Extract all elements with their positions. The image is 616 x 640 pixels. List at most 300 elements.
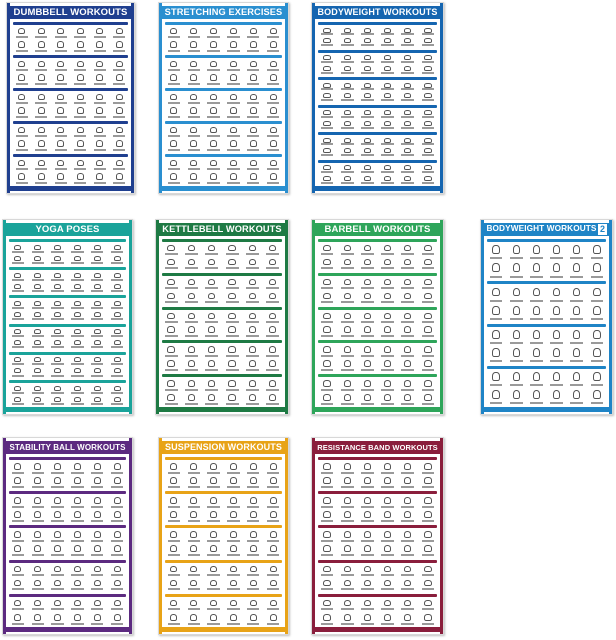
exercise-illustration	[29, 530, 47, 542]
exercise-illustration	[358, 148, 376, 157]
exercise-illustration	[185, 599, 203, 611]
exercise-illustration	[69, 496, 87, 508]
exercise-illustration	[72, 159, 90, 171]
exercise-illustration	[399, 393, 417, 405]
exercise-illustration	[165, 140, 183, 152]
exercise-illustration	[358, 38, 376, 47]
exercise-illustration	[358, 110, 376, 119]
exercise-illustration	[318, 244, 336, 256]
poster-banner	[315, 223, 440, 236]
exercise-section	[487, 366, 606, 405]
exercise-illustration	[72, 93, 90, 105]
exercise-tiles	[162, 345, 282, 371]
exercise-illustration	[182, 312, 200, 324]
exercise-section	[318, 525, 437, 556]
exercise-illustration	[69, 613, 87, 625]
exercise-illustration	[358, 292, 376, 304]
exercise-illustration	[33, 173, 51, 185]
exercise-section	[162, 273, 282, 304]
exercise-illustration	[244, 107, 262, 119]
exercise-illustration	[52, 27, 70, 39]
exercise-illustration	[185, 173, 203, 185]
poster-dumbbell-workouts[interactable]	[6, 2, 135, 194]
exercise-illustration	[165, 476, 183, 488]
section-bar	[162, 273, 282, 276]
exercise-tiles	[318, 55, 437, 75]
exercise-illustration	[9, 329, 27, 338]
exercise-illustration	[378, 599, 396, 611]
exercise-illustration	[547, 329, 565, 345]
exercise-illustration	[399, 38, 417, 47]
exercise-illustration	[318, 120, 336, 129]
exercise-illustration	[185, 496, 203, 508]
poster-title: STRETCHING EXERCISES	[164, 6, 283, 17]
section-bar	[165, 560, 282, 563]
poster-yoga-poses[interactable]	[2, 219, 133, 415]
exercise-illustration	[108, 368, 126, 377]
exercise-illustration	[88, 579, 106, 591]
exercise-illustration	[225, 579, 243, 591]
exercise-illustration	[399, 496, 417, 508]
exercise-tiles	[318, 462, 437, 488]
poster-edge	[285, 220, 288, 414]
exercise-illustration	[338, 38, 356, 47]
poster-title: DUMBBELL WORKOUTS	[13, 6, 128, 18]
exercise-illustration	[49, 244, 67, 253]
section-bar	[162, 374, 282, 377]
exercise-illustration	[205, 159, 223, 171]
exercise-illustration	[338, 565, 356, 577]
exercise-illustration	[88, 476, 106, 488]
exercise-illustration	[378, 258, 396, 270]
exercise-illustration	[52, 41, 70, 53]
exercise-illustration	[182, 325, 200, 337]
section-bar	[318, 594, 437, 597]
section-bar	[318, 307, 437, 310]
exercise-illustration	[399, 565, 417, 577]
exercise-illustration	[588, 329, 606, 345]
exercise-illustration	[108, 385, 126, 394]
exercise-illustration	[223, 345, 241, 357]
exercise-illustration	[108, 613, 126, 625]
exercise-illustration	[243, 379, 261, 391]
exercise-illustration	[487, 371, 505, 387]
poster-kettlebell-workouts[interactable]	[155, 219, 289, 415]
exercise-illustration	[162, 393, 180, 405]
section-bar	[9, 491, 126, 494]
exercise-illustration	[91, 27, 109, 39]
section-bar	[318, 77, 437, 80]
exercise-illustration	[399, 379, 417, 391]
exercise-illustration	[378, 65, 396, 74]
exercise-tiles	[165, 530, 282, 556]
poster-edge	[481, 220, 484, 414]
exercise-section	[318, 273, 437, 304]
section-bar	[165, 594, 282, 597]
exercise-illustration	[264, 462, 282, 474]
section-bar	[9, 457, 126, 460]
exercise-illustration	[244, 613, 262, 625]
exercise-illustration	[108, 244, 126, 253]
exercise-section	[9, 457, 126, 488]
exercise-illustration	[33, 140, 51, 152]
exercise-illustration	[182, 345, 200, 357]
section-bar	[9, 239, 126, 242]
exercise-illustration	[72, 27, 90, 39]
exercise-illustration	[72, 173, 90, 185]
exercise-illustration	[338, 258, 356, 270]
exercise-tiles	[165, 565, 282, 591]
exercise-illustration	[378, 379, 396, 391]
exercise-illustration	[419, 244, 437, 256]
exercise-illustration	[88, 396, 106, 405]
exercise-illustration	[264, 393, 282, 405]
exercise-section	[165, 55, 282, 85]
exercise-illustration	[29, 283, 47, 292]
exercise-illustration	[547, 371, 565, 387]
exercise-illustration	[49, 545, 67, 557]
exercise-illustration	[13, 159, 31, 171]
section-bar	[487, 366, 606, 369]
exercise-illustration	[165, 173, 183, 185]
exercise-illustration	[205, 599, 223, 611]
section-bar	[9, 295, 126, 298]
poster-resistance-band-workouts[interactable]	[311, 437, 444, 635]
exercise-tiles	[9, 300, 126, 320]
exercise-illustration	[399, 55, 417, 64]
section-bar	[487, 239, 606, 242]
exercise-illustration	[338, 27, 356, 36]
exercise-illustration	[52, 60, 70, 72]
exercise-illustration	[223, 244, 241, 256]
poster-bodyweight-workouts-2[interactable]	[480, 219, 613, 415]
exercise-illustration	[49, 340, 67, 349]
exercise-illustration	[205, 41, 223, 53]
poster-title: SUSPENSION WORKOUTS	[165, 442, 282, 452]
poster-barbell-workouts[interactable]	[311, 219, 444, 415]
exercise-illustration	[338, 476, 356, 488]
exercise-section	[318, 22, 437, 47]
section-bar	[165, 88, 282, 91]
exercise-illustration	[108, 579, 126, 591]
exercise-illustration	[29, 613, 47, 625]
exercise-illustration	[111, 93, 129, 105]
exercise-illustration	[338, 393, 356, 405]
exercise-illustration	[419, 545, 437, 557]
exercise-illustration	[49, 599, 67, 611]
exercise-illustration	[182, 292, 200, 304]
exercise-illustration	[185, 159, 203, 171]
exercise-section	[13, 55, 128, 85]
exercise-illustration	[378, 27, 396, 36]
exercise-illustration	[33, 60, 51, 72]
exercise-section	[165, 22, 282, 52]
poster-footer	[159, 407, 285, 412]
exercise-illustration	[49, 272, 67, 281]
poster-bodyweight-workouts[interactable]	[311, 2, 444, 194]
exercise-illustration	[91, 173, 109, 185]
exercise-illustration	[399, 110, 417, 119]
exercise-illustration	[264, 312, 282, 324]
exercise-illustration	[264, 510, 282, 522]
exercise-illustration	[507, 347, 525, 363]
exercise-illustration	[165, 126, 183, 138]
exercise-illustration	[88, 300, 106, 309]
exercise-section	[318, 374, 437, 405]
exercise-illustration	[29, 329, 47, 338]
exercise-illustration	[399, 93, 417, 102]
exercise-illustration	[264, 27, 282, 39]
exercise-tiles	[162, 244, 282, 270]
exercise-illustration	[487, 389, 505, 405]
poster-suspension-workouts[interactable]	[158, 437, 289, 635]
exercise-section	[318, 560, 437, 591]
exercise-illustration	[568, 347, 586, 363]
exercise-tiles	[318, 278, 437, 304]
exercise-illustration	[162, 278, 180, 290]
exercise-illustration	[358, 82, 376, 91]
exercise-illustration	[185, 74, 203, 86]
exercise-tiles	[165, 159, 282, 184]
poster-edge	[285, 438, 288, 634]
exercise-illustration	[264, 244, 282, 256]
exercise-illustration	[338, 148, 356, 157]
exercise-illustration	[69, 357, 87, 366]
exercise-illustration	[338, 579, 356, 591]
exercise-illustration	[487, 329, 505, 345]
exercise-illustration	[527, 329, 545, 345]
exercise-illustration	[264, 325, 282, 337]
exercise-grid	[318, 239, 437, 405]
exercise-illustration	[318, 258, 336, 270]
exercise-illustration	[91, 126, 109, 138]
exercise-section	[9, 267, 126, 292]
exercise-illustration	[9, 530, 27, 542]
exercise-illustration	[244, 173, 262, 185]
poster-footer	[315, 186, 440, 191]
exercise-illustration	[33, 107, 51, 119]
exercise-illustration	[52, 173, 70, 185]
exercise-illustration	[264, 545, 282, 557]
exercise-illustration	[378, 82, 396, 91]
exercise-illustration	[108, 283, 126, 292]
exercise-illustration	[399, 530, 417, 542]
poster-footer	[162, 627, 285, 632]
exercise-illustration	[318, 93, 336, 102]
exercise-illustration	[487, 286, 505, 302]
exercise-illustration	[205, 510, 223, 522]
exercise-illustration	[338, 120, 356, 129]
exercise-illustration	[9, 476, 27, 488]
exercise-illustration	[399, 613, 417, 625]
exercise-section	[13, 88, 128, 118]
exercise-illustration	[378, 312, 396, 324]
exercise-illustration	[399, 165, 417, 174]
exercise-tiles	[318, 565, 437, 591]
poster-footer	[484, 407, 609, 412]
exercise-section	[165, 88, 282, 118]
exercise-tiles	[487, 286, 606, 320]
exercise-grid	[13, 22, 128, 184]
exercise-illustration	[49, 579, 67, 591]
exercise-illustration	[419, 613, 437, 625]
exercise-illustration	[203, 345, 221, 357]
exercise-illustration	[568, 286, 586, 302]
exercise-illustration	[399, 65, 417, 74]
exercise-illustration	[205, 140, 223, 152]
exercise-illustration	[244, 476, 262, 488]
exercise-illustration	[419, 82, 437, 91]
exercise-illustration	[264, 74, 282, 86]
exercise-illustration	[568, 389, 586, 405]
poster-footer	[6, 627, 129, 632]
poster-edge	[312, 3, 315, 193]
exercise-illustration	[399, 258, 417, 270]
exercise-illustration	[487, 347, 505, 363]
exercise-tiles	[165, 93, 282, 118]
exercise-section	[13, 154, 128, 184]
exercise-illustration	[29, 340, 47, 349]
exercise-illustration	[378, 292, 396, 304]
exercise-tiles	[318, 110, 437, 130]
exercise-illustration	[29, 496, 47, 508]
exercise-illustration	[88, 462, 106, 474]
exercise-tiles	[162, 379, 282, 405]
exercise-grid	[165, 22, 282, 184]
exercise-illustration	[338, 93, 356, 102]
exercise-illustration	[223, 292, 241, 304]
exercise-illustration	[358, 312, 376, 324]
exercise-illustration	[49, 385, 67, 394]
exercise-illustration	[29, 272, 47, 281]
section-bar	[165, 457, 282, 460]
exercise-section	[165, 491, 282, 522]
exercise-illustration	[568, 329, 586, 345]
exercise-illustration	[13, 126, 31, 138]
section-bar	[9, 352, 126, 355]
poster-edge	[312, 220, 315, 414]
exercise-illustration	[69, 255, 87, 264]
exercise-illustration	[378, 462, 396, 474]
exercise-grid	[165, 457, 282, 625]
exercise-illustration	[108, 496, 126, 508]
exercise-illustration	[419, 496, 437, 508]
exercise-illustration	[264, 565, 282, 577]
exercise-illustration	[108, 272, 126, 281]
exercise-illustration	[264, 345, 282, 357]
poster-edge	[3, 220, 6, 414]
exercise-illustration	[378, 93, 396, 102]
exercise-illustration	[338, 82, 356, 91]
exercise-illustration	[13, 41, 31, 53]
exercise-section	[165, 121, 282, 151]
exercise-illustration	[203, 325, 221, 337]
exercise-illustration	[91, 41, 109, 53]
exercise-illustration	[49, 496, 67, 508]
poster-stretching-exercises[interactable]	[158, 2, 289, 194]
exercise-illustration	[588, 371, 606, 387]
exercise-illustration	[419, 510, 437, 522]
exercise-illustration	[264, 613, 282, 625]
exercise-illustration	[318, 137, 336, 146]
exercise-illustration	[9, 300, 27, 309]
exercise-illustration	[69, 579, 87, 591]
exercise-illustration	[165, 599, 183, 611]
exercise-illustration	[225, 140, 243, 152]
exercise-illustration	[318, 545, 336, 557]
exercise-illustration	[69, 300, 87, 309]
exercise-illustration	[419, 278, 437, 290]
exercise-illustration	[108, 462, 126, 474]
exercise-illustration	[185, 579, 203, 591]
exercise-tiles	[9, 462, 126, 488]
exercise-illustration	[264, 379, 282, 391]
exercise-illustration	[318, 496, 336, 508]
exercise-illustration	[264, 496, 282, 508]
exercise-illustration	[378, 359, 396, 371]
exercise-illustration	[9, 599, 27, 611]
exercise-illustration	[13, 107, 31, 119]
exercise-illustration	[338, 530, 356, 542]
exercise-illustration	[9, 255, 27, 264]
exercise-illustration	[568, 262, 586, 278]
section-bar	[318, 50, 437, 53]
exercise-illustration	[69, 385, 87, 394]
exercise-illustration	[111, 60, 129, 72]
exercise-illustration	[378, 393, 396, 405]
exercise-illustration	[49, 462, 67, 474]
exercise-illustration	[527, 244, 545, 260]
exercise-illustration	[358, 599, 376, 611]
exercise-illustration	[225, 173, 243, 185]
exercise-illustration	[225, 60, 243, 72]
exercise-illustration	[205, 74, 223, 86]
exercise-illustration	[185, 41, 203, 53]
exercise-illustration	[72, 74, 90, 86]
exercise-illustration	[419, 38, 437, 47]
exercise-illustration	[185, 140, 203, 152]
exercise-illustration	[88, 613, 106, 625]
exercise-illustration	[52, 126, 70, 138]
exercise-illustration	[225, 462, 243, 474]
exercise-section	[165, 525, 282, 556]
exercise-illustration	[419, 462, 437, 474]
exercise-illustration	[399, 27, 417, 36]
section-bar	[318, 457, 437, 460]
section-bar	[318, 491, 437, 494]
exercise-illustration	[88, 340, 106, 349]
exercise-illustration	[507, 262, 525, 278]
section-bar	[318, 160, 437, 163]
exercise-illustration	[399, 137, 417, 146]
exercise-tiles	[318, 345, 437, 371]
exercise-illustration	[203, 244, 221, 256]
poster-stability-ball-workouts[interactable]	[2, 437, 133, 635]
exercise-illustration	[527, 347, 545, 363]
section-bar	[165, 121, 282, 124]
exercise-tiles	[9, 530, 126, 556]
exercise-illustration	[111, 126, 129, 138]
exercise-illustration	[205, 530, 223, 542]
exercise-illustration	[91, 107, 109, 119]
exercise-illustration	[244, 93, 262, 105]
poster-edge	[3, 438, 6, 634]
exercise-illustration	[507, 389, 525, 405]
exercise-tiles	[9, 599, 126, 625]
exercise-illustration	[9, 579, 27, 591]
exercise-section	[13, 121, 128, 151]
exercise-illustration	[547, 262, 565, 278]
